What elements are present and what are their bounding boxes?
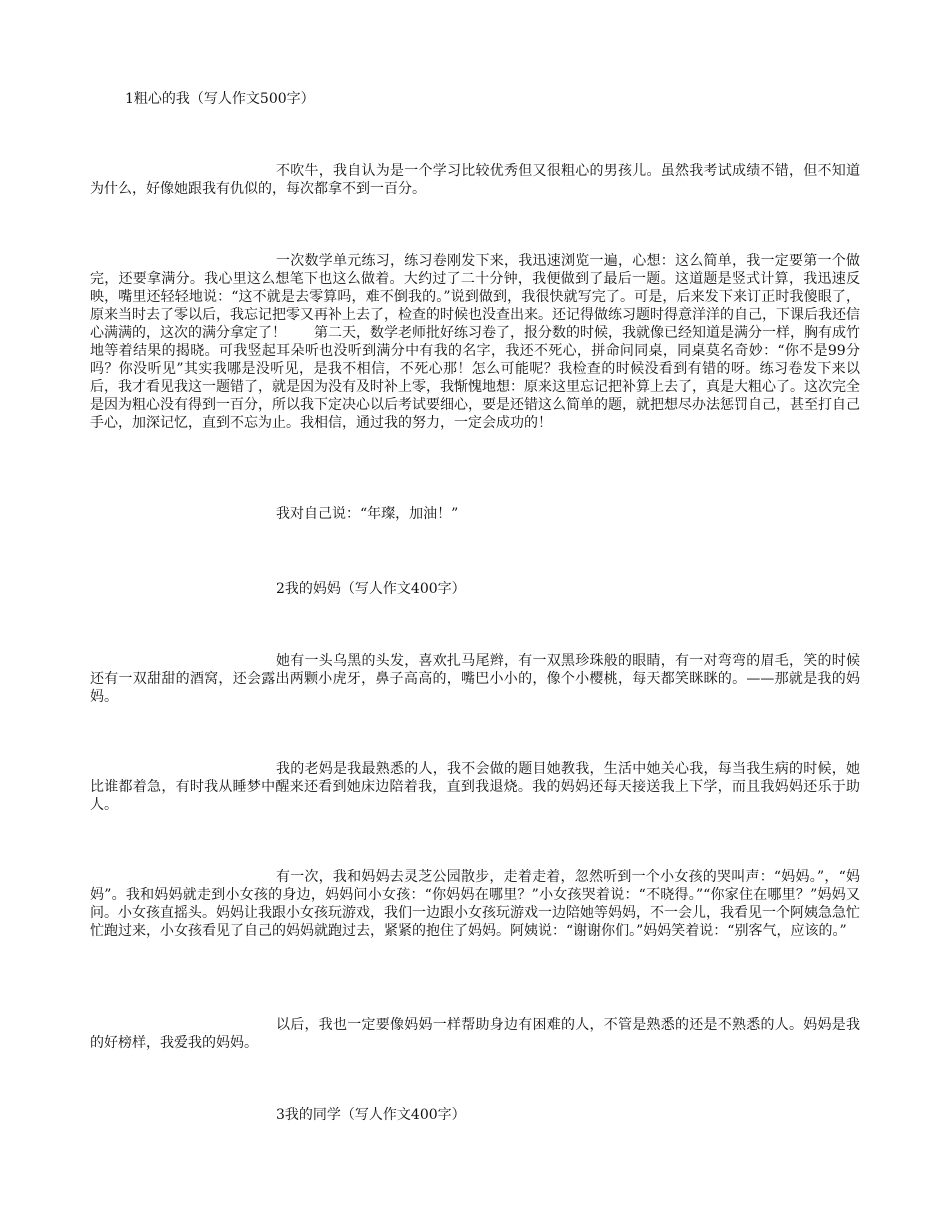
section-2-paragraph-4: 以后，我也一定要像妈妈一样帮助身边有困难的人，不管是熟悉的还是不熟悉的人。妈妈是我的好榜样，我爱我的妈妈。	[90, 1017, 860, 1051]
section-2-paragraph-2: 我的老妈是我最熟悉的人，我不会做的题目她教我，生活中她关心我，每当我生病的时候，她比谁都着急，有时我从睡梦中醒来还看到她床边陪着我，直到我退烧。我的妈妈还每天接送我上下学，而且我妈妈还乐于助人。	[90, 761, 860, 813]
section-1-heading: 1粗心的我（写人作文500字）	[125, 91, 315, 107]
section-2-paragraph-3: 有一次，我和妈妈去灵芝公园散步，走着走着，忽然听到一个小女孩的哭叫声：“妈妈。”，“妈妈”。我和妈妈就走到小女孩的身边，妈妈问小女孩：“你妈妈在哪里？”小女孩哭着说：“不晓得。”“你家住在哪里？”妈妈又问。小女孩直摇头。妈妈让我跟小女孩玩游戏，我们一边跟小女孩玩游戏一边陪她等妈妈，不一会儿，我看见一个阿姨急急忙忙跑过来，小女孩看见了自己的妈妈就跑过去，紧紧的抱住了妈妈。阿姨说：“谢谢你们。”妈妈笑着说：“别客气，应该的。”	[90, 869, 860, 939]
section-1-paragraph-1: 不吹牛，我自认为是一个学习比较优秀但又很粗心的男孩儿。虽然我考试成绩不错，但不知道为什么，好像她跟我有仇似的，每次都拿不到一百分。	[90, 163, 860, 197]
section-2-heading: 2我的妈妈（写人作文400字）	[276, 581, 466, 597]
section-3-heading: 3我的同学（写人作文400字）	[276, 1107, 466, 1123]
section-1-paragraph-3: 我对自己说：“年璨，加油！”	[276, 506, 459, 522]
section-1-paragraph-2: 一次数学单元练习，练习卷刚发下来，我迅速浏览一遍，心想：这么简单，我一定要第一个做完，还要拿满分。我心里这么想笔下也这么做着。大约过了二十分钟，我便做到了最后一题。这道题是竖式计算，我迅速反映，嘴里还轻轻地说：“这不就是去零算吗，难不倒我的。”说到做到，我很快就写完了。可是，后来发下来订正时我傻眼了，原来当时去了零以后，我忘记把零又再补上去了，检查的时候也没查出来。还记得做练习题时得意洋洋的自己，下课后我还信心满满的，这次的满分拿定了！ 第二天，数学老师批好练习卷了，报分数的时候，我就像已经知道是满分一样，胸有成竹地等着结果的揭晓。可我竖起耳朵听也没听到满分中有我的名字，我还不死心，拼命问同桌，同桌莫名奇妙：“你不是99分吗？你没听见”其实我哪是没听见，是我不相信，不死心那！怎么可能呢？我检查的时候没看到有错的呀。练习卷发下来以后，我才看见我这一题错了，就是因为没有及时补上零，我惭愧地想：原来这里忘记把补算上去了，真是大粗心了。这次完全是因为粗心没有得到一百分，所以我下定决心以后考试要细心，要是还错这么简单的题，就把想尽办法惩罚自己，甚至打自己手心，加深记忆，直到不忘为止。我相信，通过我的努力，一定会成功的！	[90, 253, 860, 431]
section-2-paragraph-1: 她有一头乌黑的头发，喜欢扎马尾辫，有一双黑珍珠般的眼睛，有一对弯弯的眉毛，笑的时候还有一双甜甜的酒窝，还会露出两颗小虎牙，鼻子高高的，嘴巴小小的，像个小樱桃，每天都笑眯眯的。——那就是我的妈妈。	[90, 653, 860, 705]
